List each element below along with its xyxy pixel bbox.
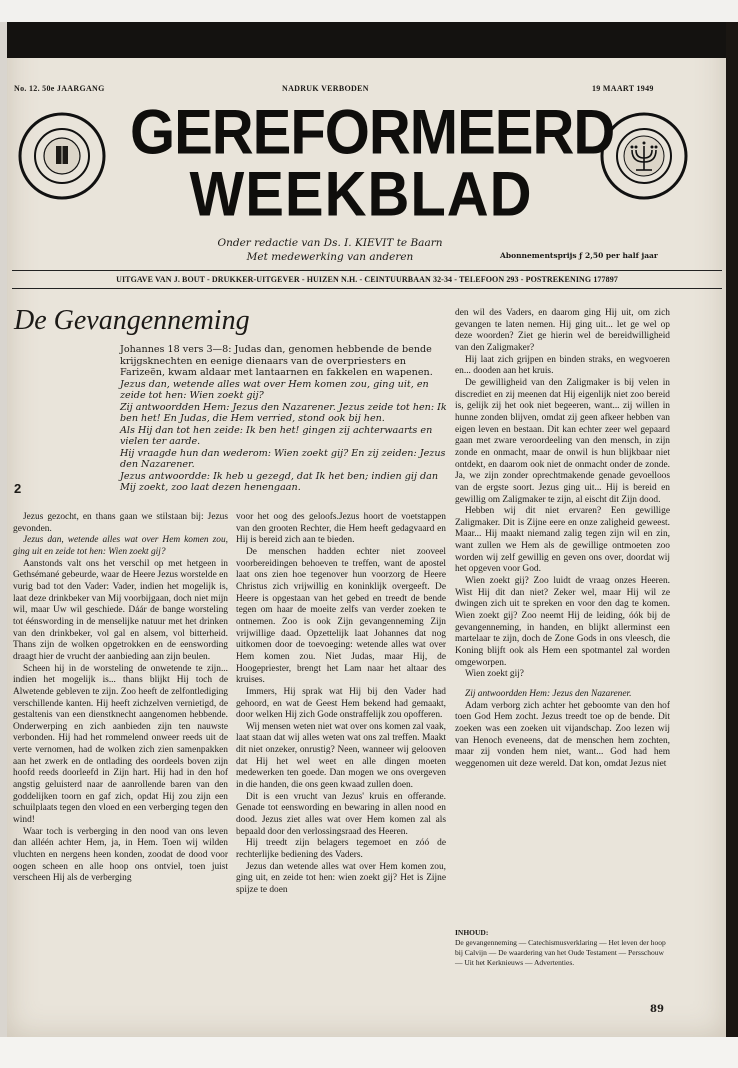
paragraph: Jezus dan wetende alles wat over Hem komen zou, ging uit, en zeide tot hen: wien zoekt gij? Het is Zijne spijze te doen — [236, 861, 446, 895]
paragraph: Wien zoekt gij? Zoo luidt de vraag onzes Heeren. Wist Hij dit dan niet? Zeker wel, maar Hij wil ze dwingen zich uit te spreken en voor den dag te komen. Wien zoekt gij? Zoo neemt Hij de leiding, óók bij de gevangenneming, in handen, en blijkt allerminst een martelaar te zijn, doch de Zone Gods in ons vleesch, die Koning blijft ook als Hem een spotmantel zal worden omgeworpen. — [455, 576, 670, 668]
paragraph: Dit is een vrucht van Jezus' kruis en offerande. Genade tot eenswording en bewaring in allen nood en dood. Jezus ziet alles wat over Hem komen zal als bepaald door den verlossingsraad des Heeren. — [236, 791, 446, 837]
scan-bottom-margin — [0, 1037, 738, 1068]
scripture-quote — [120, 344, 450, 494]
article-title: De Gevangenneming — [14, 305, 250, 336]
paragraph: Immers, Hij sprak wat Hij bij den Vader had gehoord, en wat de Geest Hem bekend had gemaakt, door welken Hij zich Gode onstraffelijk zou opofferen. — [236, 686, 446, 721]
paragraph: voor het oog des geloofs.Jezus hoort de voetstappen van den grooten Rechter, die Hem heeft gedagvaard en Hij is bereid zich aan te bieden. — [236, 512, 446, 546]
page-right-edge — [726, 22, 738, 1037]
article-column-1 — [13, 512, 228, 1022]
paragraph: Hij laat zich grijpen en binden straks, en wegvoeren en... dooden aan het kruis. — [455, 354, 670, 377]
scripture-line: Hij vraagde hun dan wederom: Wien zoekt gij? En zij zeiden: Jezus den Nazarener. — [120, 447, 446, 470]
paragraph: Adam verborg zich achter het geboomte van den hof toen God Hem zocht. Jezus treedt toe op de bende. Dit zoeken was een zoeken uit vijandschap. Zoo lezen wij van Henoch eveneens, dat de menschen hem zochten, maar zij vonden hem niet, want... God had hem weggenomen uit deze wereld. Dat kon, omdat Jezus niet — [455, 700, 670, 769]
scripture-line: Als Hij dan tot hen zeide: Ik ben het! gingen zij achterwaarts en vielen ter aarde. — [120, 424, 433, 447]
paragraph: Aanstonds valt ons het verschil op met hetgeen in Gethsémané gebeurde, waar de Heere Jezus worstelde en vurig bad tot den Vader: Vader, indien het mogelijk is, laat deze drinkbeker van Mij voorbijgaan, doch niet mijn wil, maar Uw wil geschiede. Dáár de bange worsteling tot éénswording in de menselijke natuur met het drinken van den drinkbeker, vol gal en alsem, vol bitterheid. Thans zijn de wolken opgetrokken en de eenswording draagt hier de vrucht der aanbieding aan zijn beulen. — [13, 558, 228, 662]
masthead-title — [130, 97, 615, 230]
editor-line: Onder redactie van Ds. I. KIEVIT te Baarn — [217, 237, 443, 249]
paragraph: Jezus gezocht, en thans gaan we stilstaan bij: Jezus gevonden. — [13, 512, 228, 534]
section-number: 2 — [14, 481, 22, 496]
page-number: 89 — [650, 1004, 664, 1015]
masthead-title-line2: WEEKBLAD — [189, 159, 533, 230]
paragraph: Scheen hij in de worsteling de onwetende te zijn... indien het mogelijk is... thans blijkt Hij toch de Alwetende gebleven te zijn. Zoo heeft de zelfontlediging verschillende kanten. Hij heeft zichzelven vernietigd, de gestaltenis van een dienstknecht aangenomen hebbende. Onderwerping en zich aanbieden zijn ten nauwste verbonden. Hij had het rommelend onweer reeds uit de verte vernomen, had de wolken zich zien samenpakken aan het zwerk en de ontlading des oordeels boven zijn hoofd reeds doorleefd in Zijn hart. Hij had in den hof angstig geluisterd naar de aanrollende baren van den goddelijken toorn en gaf zich, opdat Hij zou zijn een schuilplaats tegen den vloed en een verberging tegen den wind! — [13, 663, 228, 826]
paragraph: Jezus dan, wetende alles wat over Hem komen zou, ging uit en zeide tot hen: Wien zoekt gij? — [13, 535, 228, 557]
contents-heading: INHOUD: — [455, 928, 489, 937]
paragraph: Hebben wij dit niet ervaren? Een gewillige Zaligmaker. Dit is Zijne eere en onze zaligheid geweest. Maar... Hij maakt niemand zalig tegen zijn wil en zin, want zullen we Hem als de gewillige ontmoeten zoo worden wij zelf gewillig en geven ons over, doordat wij het opgeven voor God. — [455, 506, 670, 575]
masthead-title-line1: GEREFORMEERD — [130, 97, 615, 168]
page-top-shadow — [7, 22, 726, 58]
issue-number: No. 12. 50e JAARGANG — [14, 84, 105, 93]
paragraph: Hij treedt zijn belagers tegemoet en zóó de rechterlijke bediening des Vaders. — [236, 838, 446, 861]
scripture-line: Jezus antwoordde: Ik heb u gezegd, dat Ik het ben; indien gij dan Mij zoekt, zoo laat dezen henengaan. — [120, 470, 439, 493]
subscription-price: Abonnementsprijs ƒ 2,50 per half jaar — [500, 251, 658, 260]
contributors-line: Met medewerking van anderen — [246, 251, 414, 263]
paragraph: De menschen hadden echter niet zooveel voorbereidingen behoeven te treffen, want de apostel laat ons zien hoe tegenover hun voorzorg de Heere Christus zich vrijwillig en koninklijk overgeeft. De Heere is opgestaan van het gebed en treedt de bende tegen om haar de moeite zelfs van verder zoeken te ontnemen. Zoo is ook Zijn gevangenneming Zijn vrijwillige daad. Opzettelijk laat Johannes dat nog uitkomen door de toevoeging: wetende alles wat over Hem komen zou. Niet Judas, maar Hij, de Hoogepriester, brengt het Lam naar het altaar des kruises. — [236, 546, 446, 686]
paragraph: Wij mensen weten niet wat over ons komen zal vaak, laat staan dat wij alles weten wat ons zal treffen. Maakt dit niet onzeker, onrustig? Neen, wanneer wij gelooven dat Hij het wel weet en alle dingen moeten medewerken ten goede. Dan mogen we ons overgeven in die handen, die ons geen kwaad zullen doen. — [236, 721, 446, 791]
contents-list: De gevangenneming — Catechismusverklaring — Het leven der hoop bij Calvijn — De waardering van het Oude Testament — Persschouw — Uit het Kerknieuws — Advertenties. — [455, 938, 666, 967]
scripture-line: Johannes 18 vers 3—8: Judas dan, genomen hebbende de bende krijgsknechten en eenige dienaars van de overpriesters en Farizeën, kwam aldaar met lantaarnen en fakkelen en wapenen. — [120, 344, 433, 378]
issue-date: 19 MAART 1949 — [592, 84, 654, 93]
editorial-credits — [200, 236, 460, 264]
article-column-3 — [455, 308, 670, 908]
publisher-bar: UITGAVE VAN J. BOUT - DRUKKER-UITGEVER - HUIZEN N.H. - CEINTUURBAAN 32-34 - TELEFOON 293 - POSTREKENING 177897 — [12, 270, 722, 289]
scripture-line: Jezus dan, wetende alles wat over Hem komen zou, ging uit, en zeide tot hen: Wien zoekt gij? — [120, 378, 429, 401]
reprint-notice: NADRUK VERBODEN — [282, 84, 369, 93]
paragraph: Wien zoekt gij? — [465, 669, 524, 680]
paragraph: den wil des Vaders, en daarom ging Hij uit, om zich gevangen te laten nemen. Hij ging uit... let ge wel op deze woorden? Ziet ge hierin wel de bereidwilligheid van den Zaligmaker? — [455, 308, 670, 353]
paragraph: Waar toch is verberging in den nood van ons leven dan alléén achter Hem, ja, in Hem. Toen wij wilden vluchten en nergens heen konden, zoodat de dood voor oogen scheen en alle hoop ons ontviel, toen juist verscheen Hij als de verberging — [13, 826, 228, 884]
paragraph: Zij antwoordden Hem: Jezus den Nazarener. — [465, 689, 632, 699]
table-of-contents — [455, 928, 670, 968]
paragraph: De gewilligheid van den Zaligmaker is bij velen in discrediet en zij meenen dat Hij eigenlijk niet zoo bereid is, gelijk zij het ook niet begeeren, want... zij willen in hunne zonden blijven, omdat zij geen afkeer hebben van eigen leven en bestaan. Dit kan echter zeer wel gepaard gaan met zware veroordeeling van den mensch, in zijn zonde en onmacht, maar de onwil is hun blijkbaar niet ontdekt, en daarom ook niet de onmacht onder de zonde. Ja, we zijn zonder oprechtmakende genade gevoelloos van de ergste soort. Jezus ging uit... Hij is bereid en gewillig om Zaligmaker te zijn, al eischt dit Zijn dood. — [455, 377, 670, 505]
scripture-line: Zij antwoordden Hem: Jezus den Nazarener. Jezus zeide tot hen: Ik ben het! En Judas, die Hem verried, stond ook bij hen. — [120, 401, 447, 424]
scan-top-margin — [0, 0, 738, 22]
article-column-2 — [236, 512, 446, 1022]
seal-left-emblem — [18, 112, 106, 200]
